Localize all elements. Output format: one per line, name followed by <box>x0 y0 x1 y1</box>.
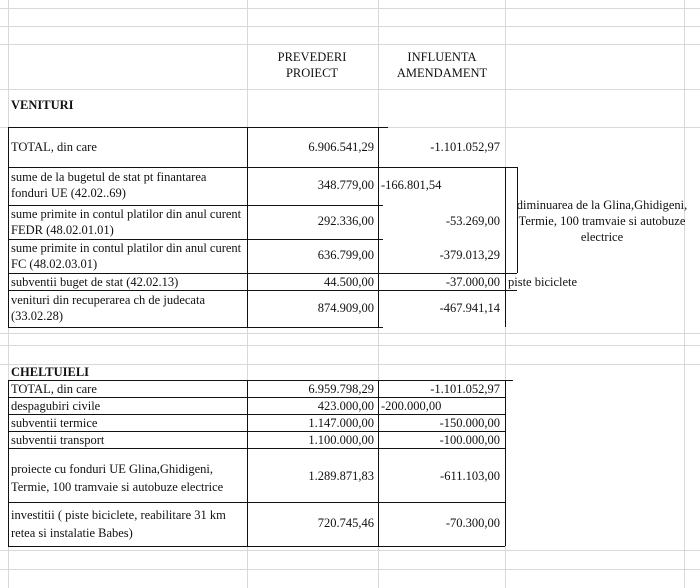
row-prevederi: 636.799,00 <box>317 248 374 262</box>
row-influenta: -379.013,29 <box>439 248 500 262</box>
row-prevederi: 1.100.000,00 <box>308 433 374 447</box>
row-influenta: -1.101.052,97 <box>430 382 500 396</box>
venituri-title: VENITURI <box>11 98 74 112</box>
row-influenta: -467.941,14 <box>439 301 500 315</box>
row-label: proiecte cu fonduri UE Glina,Ghidigeni, Termie, 100 tramvaie si autobuze electrice <box>11 462 224 494</box>
row-influenta: -37.000,00 <box>445 275 500 289</box>
row-influenta: -166.801,54 <box>381 178 442 192</box>
row-influenta: -200.000,00 <box>381 399 442 413</box>
row-influenta: -150.000,00 <box>439 416 500 430</box>
row-label: venituri din recuperarea ch de judecata (33.02.28) <box>11 293 205 323</box>
row-influenta: -1.101.052,97 <box>430 140 500 154</box>
note-piste: piste biciclete <box>508 275 578 289</box>
row-label: sume primite in contul platilor din anul curent FEDR (48.02.01.01) <box>11 207 242 237</box>
header-prevederi: PREVEDERI PROIECT <box>277 50 347 80</box>
row-influenta: -53.269,00 <box>445 214 500 228</box>
row-label: sume de la bugetul de stat pt finantarea fonduri UE (42.02..69) <box>11 170 207 200</box>
row-prevederi: 874.909,00 <box>317 301 374 315</box>
row-influenta: -100.000,00 <box>439 433 500 447</box>
row-influenta: -70.300,00 <box>445 516 500 530</box>
row-prevederi: 423.000,00 <box>317 399 374 413</box>
row-label: TOTAL, din care <box>11 140 97 154</box>
header-influenta: INFLUENTA AMENDAMENT <box>396 50 488 80</box>
row-label: investitii ( piste biciclete, reabilitare 31 km retea si instalatie Babes) <box>11 508 226 540</box>
row-prevederi: 6.906.541,29 <box>308 140 374 154</box>
row-label: TOTAL, din care <box>11 382 97 396</box>
note-diminuare: diminuarea de la Glina,Ghidigeni, Termie, 100 tramvaie si autobuze electrice <box>516 198 688 244</box>
row-label: subventii transport <box>11 433 105 447</box>
row-prevederi: 1.289.871,83 <box>308 469 374 483</box>
row-label: subventii buget de stat (42.02.13) <box>11 275 179 289</box>
row-prevederi: 720.745,46 <box>317 516 374 530</box>
cheltuieli-title: CHELTUIELI <box>11 365 90 379</box>
row-label: sume primite in contul platilor din anul curent FC (48.02.03.01) <box>11 241 242 271</box>
row-prevederi: 292.336,00 <box>317 214 374 228</box>
row-prevederi: 44.500,00 <box>324 275 374 289</box>
row-prevederi: 6.959.798,29 <box>308 382 374 396</box>
row-label: despagubiri civile <box>11 399 101 413</box>
row-prevederi: 1.147.000,00 <box>308 416 374 430</box>
row-prevederi: 348.779,00 <box>317 178 374 192</box>
row-influenta: -611.103,00 <box>440 469 500 483</box>
row-label: subventii termice <box>11 416 98 430</box>
